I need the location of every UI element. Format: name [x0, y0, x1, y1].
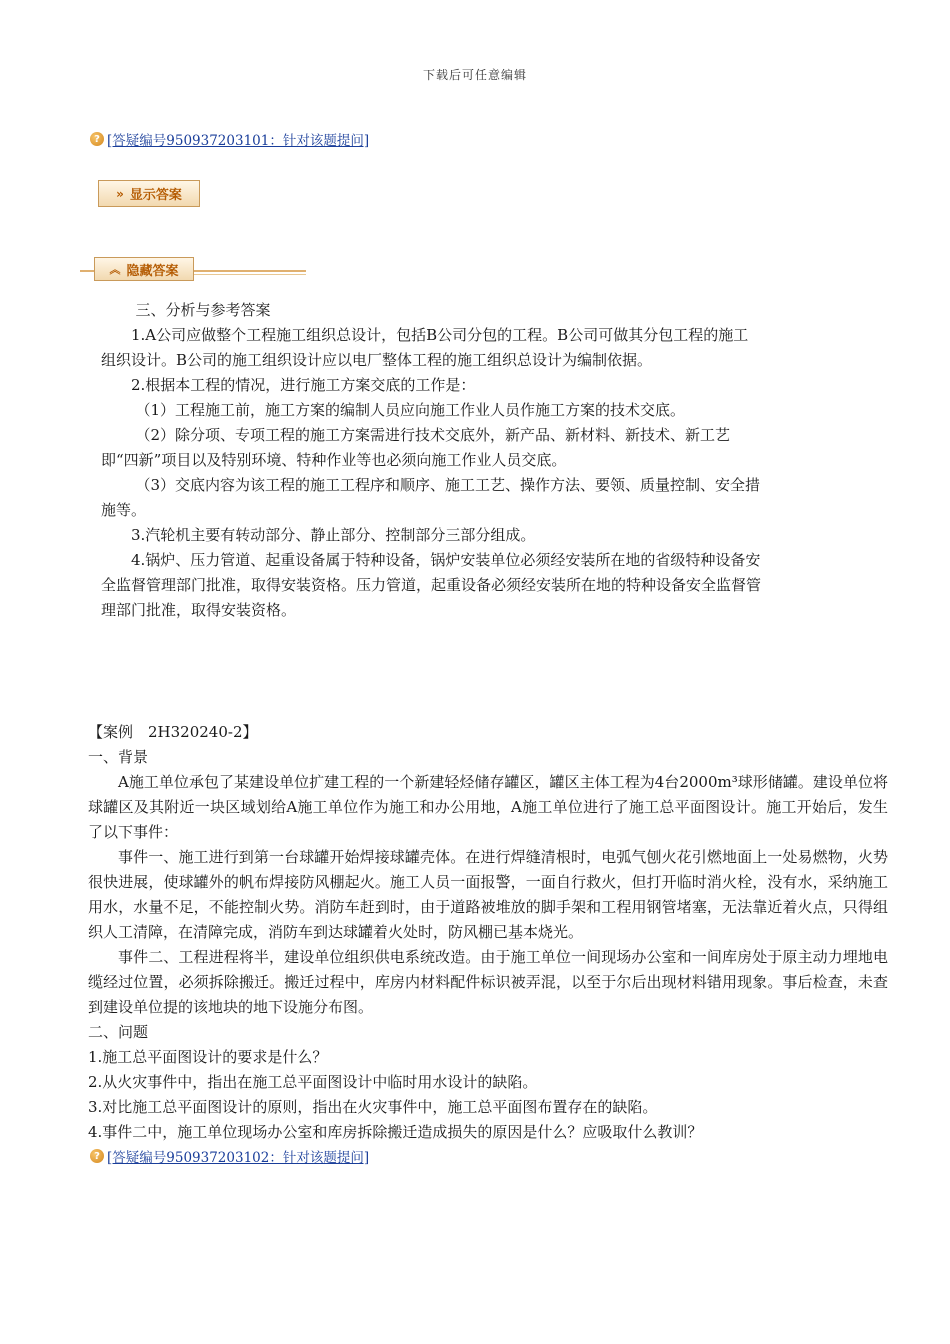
- background-paragraph: A施工单位承包了某建设单位扩建工程的一个新建轻烃储存罐区，罐区主体工程为4台2000m³球形储罐。建设单位将球罐区及其附近一块区域划给A施工单位作为施工和办公用地，A施工单位进行了施工总平面图设计。施工开始后，发生了以下事件：: [88, 773, 888, 841]
- show-answer-label: 显示答案: [129, 188, 182, 203]
- case-section: [88, 720, 888, 1145]
- hide-answer-button[interactable]: [94, 257, 194, 281]
- hide-answer-label: 隐藏答案: [126, 263, 179, 279]
- answer-paragraph: 4.锅炉、压力管道、起重设备属于特种设备，锅炉安装单位必须经安装所在地的省级特种设备安全监督管理部门批准，取得安装资格。压力管道，起重设备必须经安装所在地的特种设备安全监督管理部门批准，取得安装资格。: [101, 551, 762, 619]
- qa-link-2-text[interactable]: [答疑编号950937203102：针对该题提问]: [107, 1150, 370, 1166]
- header-note: 下载后可任意编辑: [422, 68, 527, 82]
- qa-link-1-text[interactable]: [答疑编号950937203101：针对该题提问]: [107, 133, 370, 149]
- answer-paragraph: 1.A公司应做整个工程施工组织总设计，包括B公司分包的工程。B公司可做其分包工程的施工组织设计。B公司的施工组织设计应以电厂整体工程的施工组织总设计为编制依据。: [101, 326, 749, 369]
- answer-paragraph: （2）除分项、专项工程的施工方案需进行技术交底外，新产品、新材料、新技术、新工艺即“四新”项目以及特别环境、特种作业等也必须向施工作业人员交底。: [101, 426, 731, 469]
- question-icon: ?: [90, 1149, 104, 1163]
- answer-paragraph: 3.汽轮机主要有转动部分、静止部分、控制部分三部分组成。: [131, 526, 536, 544]
- question-item: 3.对比施工总平面图设计的原则，指出在火灾事件中，施工总平面图布置存在的缺陷。: [88, 1098, 658, 1116]
- case-title: 【案例 2H320240-2】: [88, 723, 258, 741]
- answer-paragraph: （1）工程施工前，施工方案的编制人员应向施工作业人员作施工方案的技术交底。: [135, 401, 686, 419]
- show-answer-button[interactable]: [98, 180, 200, 207]
- background-paragraph: 事件一、施工进行到第一台球罐开始焊接球罐壳体。在进行焊缝清根时，电弧气刨火花引燃地面上一处易燃物，火势很快进展，使球罐外的帆布焊接防风棚起火。施工人员一面报警，一面自行救火，但打开临时消火栓，没有水，采纳施工用水，水量不足，不能控制火势。消防车赶到时，由于道路被堆放的脚手架和工程用钢管堵塞，无法靠近着火点，只得组织人工清障，在清障完成，消防车到达球罐着火处时，防风棚已基本烧光。: [88, 848, 888, 941]
- hide-answer-bar: [80, 257, 306, 283]
- answer-heading: 三、分析与参考答案: [135, 301, 271, 319]
- answer-paragraph: （3）交底内容为该工程的施工工程序和顺序、施工工艺、操作方法、要领、质量控制、安全措施等。: [101, 476, 761, 519]
- background-heading: 一、背景: [88, 748, 149, 766]
- background-paragraph: 事件二、工程进程将半，建设单位组织供电系统改造。由于施工单位一间现场办公室和一间库房处于原主动力埋地电缆经过位置，必须拆除搬迁。搬迁过程中，库房内材料配件标识被弄混，以至于尔后出现材料错用现象。事后检查，未查到建设单位提的该地块的地下设施分布图。: [88, 948, 888, 1016]
- question-item: 2.从火灾事件中，指出在施工总平面图设计中临时用水设计的缺陷。: [88, 1073, 538, 1091]
- questions-heading: 二、问题: [88, 1023, 149, 1041]
- answer-section: [101, 298, 761, 623]
- question-item: 4.事件二中，施工单位现场办公室和库房拆除搬迁造成损失的原因是什么？应吸取什么教训？: [88, 1123, 703, 1141]
- double-chevron-up-icon: ︽: [109, 263, 121, 276]
- divider: [190, 274, 306, 275]
- answer-paragraph: 2.根据本工程的情况，进行施工方案交底的工作是：: [131, 376, 476, 394]
- double-chevron-right-icon: »: [116, 186, 124, 201]
- question-icon: ?: [90, 132, 104, 146]
- qa-link-1[interactable]: [90, 129, 369, 149]
- question-item: 1.施工总平面图设计的要求是什么？: [88, 1048, 328, 1066]
- qa-link-2[interactable]: [90, 1146, 369, 1166]
